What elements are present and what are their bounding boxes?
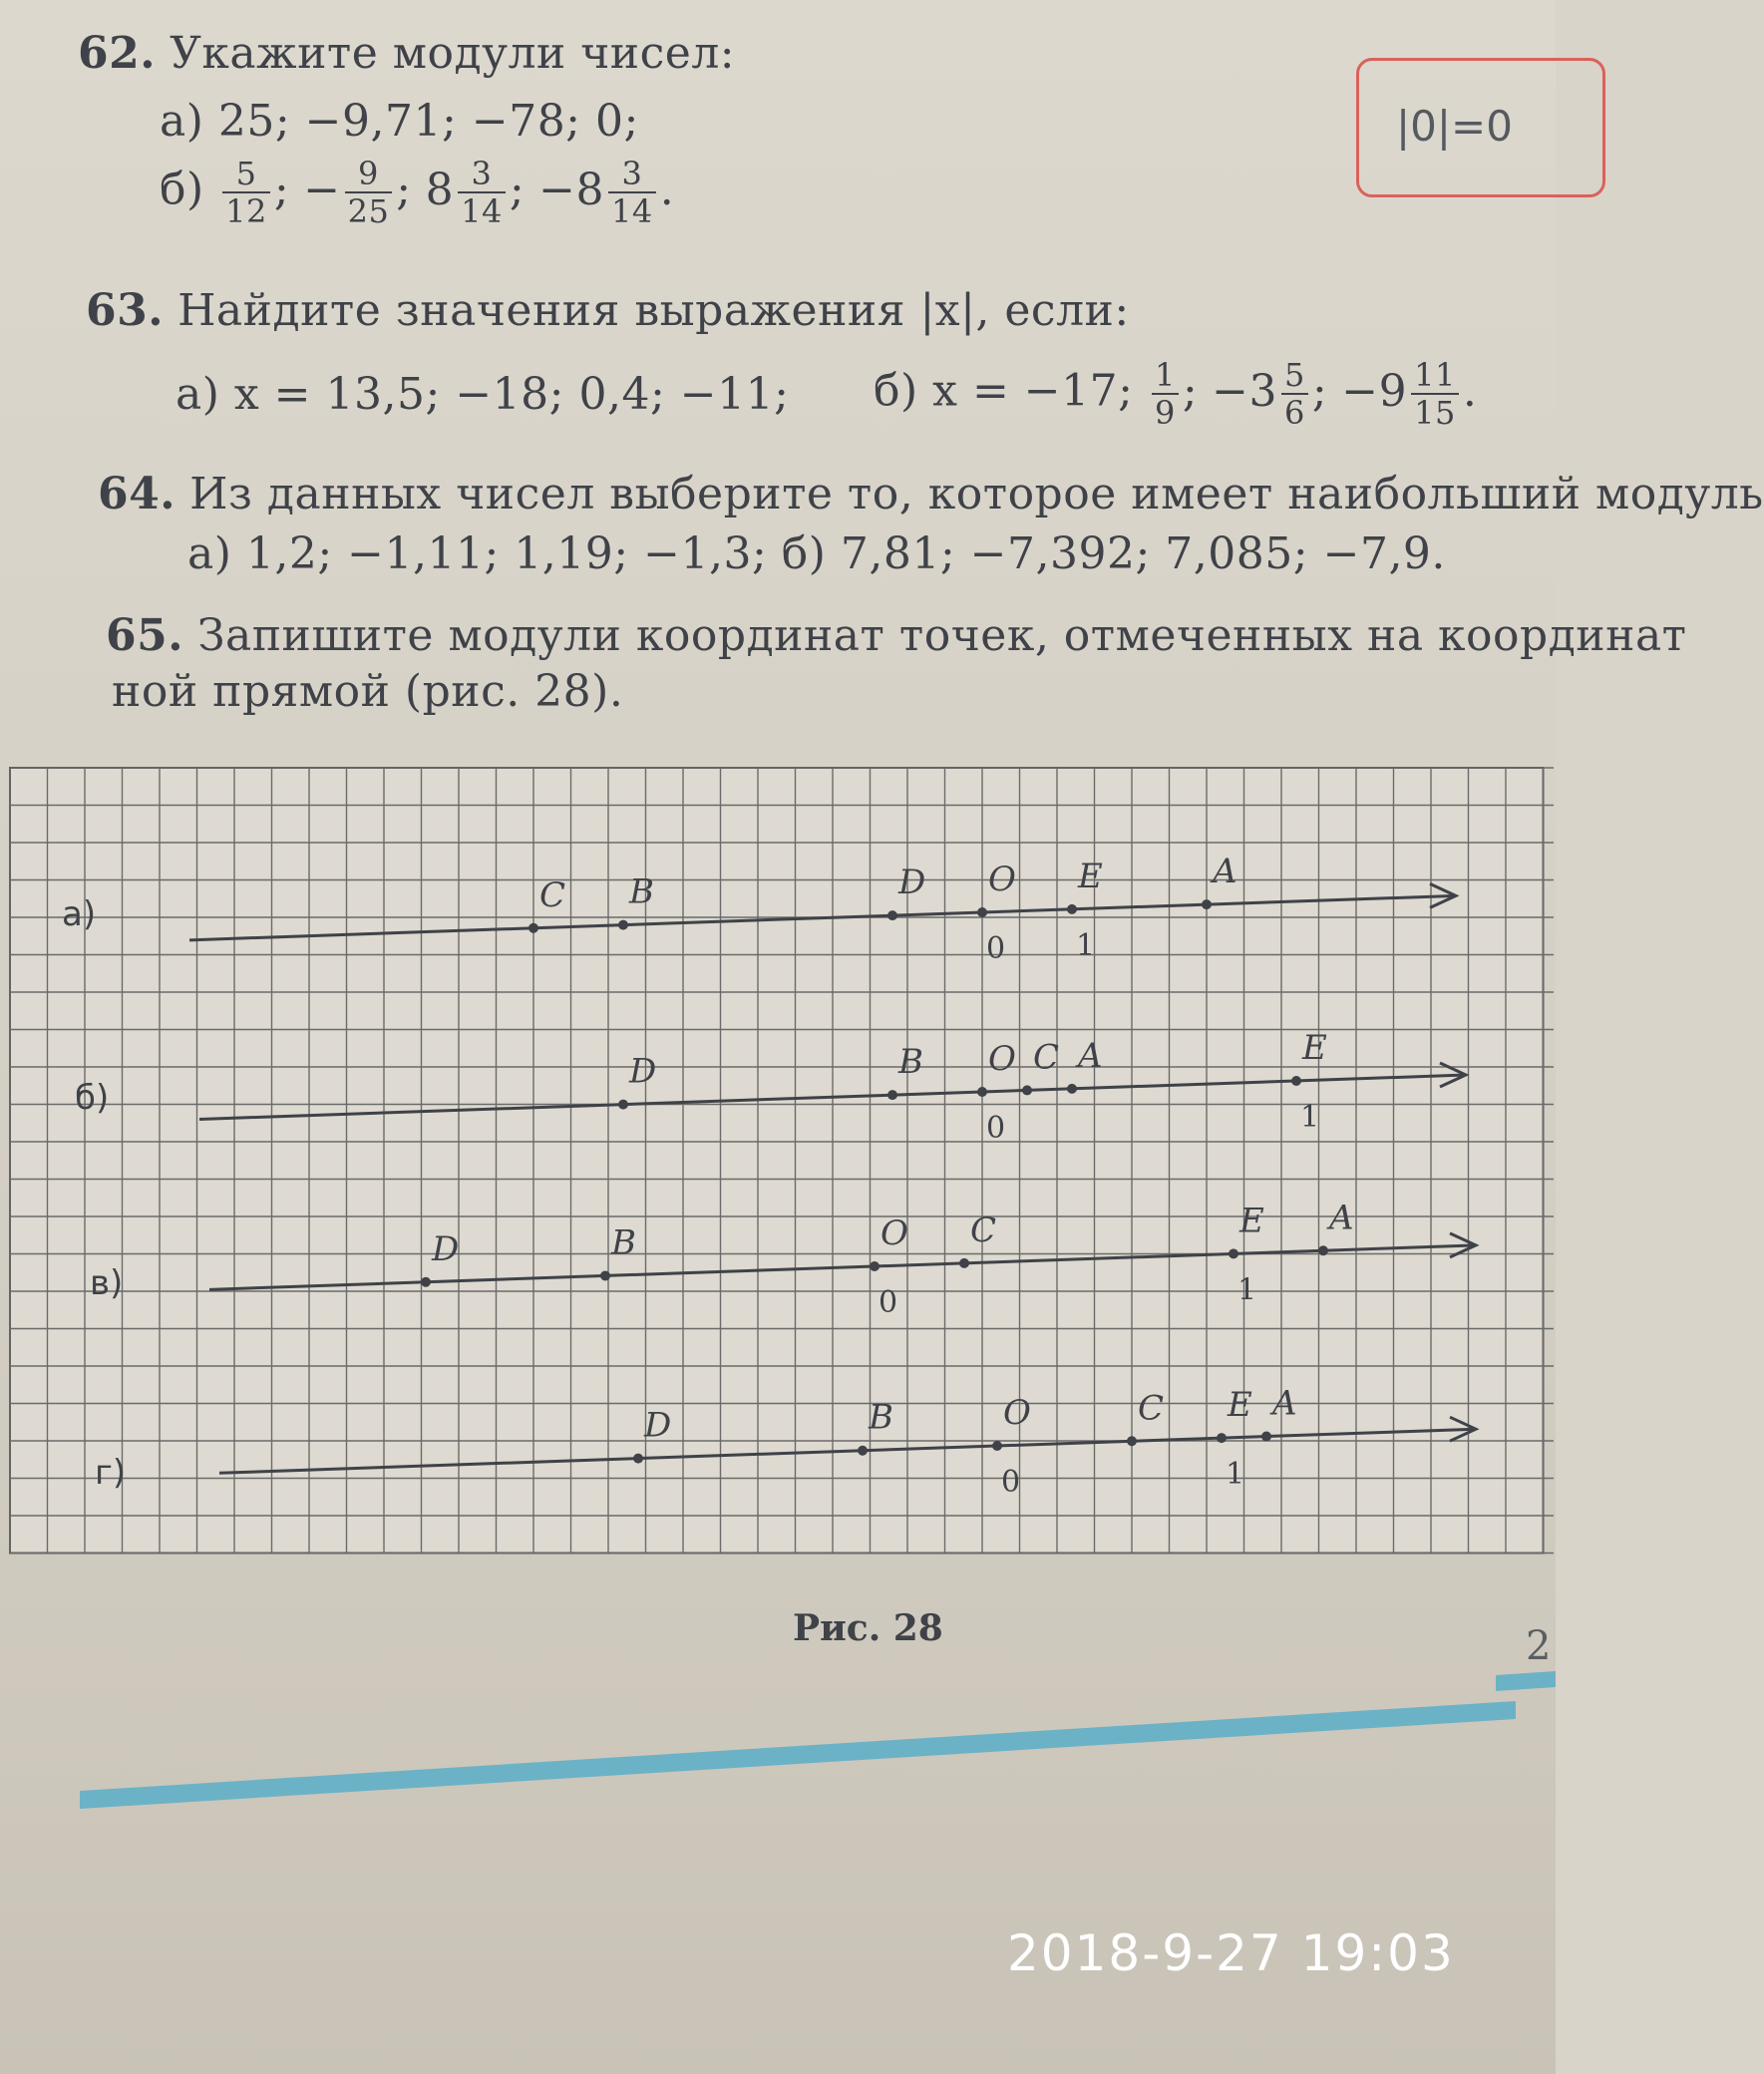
point-e — [1217, 1433, 1227, 1443]
point-a — [1202, 899, 1212, 909]
point-b — [887, 1090, 897, 1100]
fraction-item: − $\frac{9}{25}$ ; — [303, 155, 412, 230]
problem-title: Из данных чисел выберите то, которое имеет наибольший модуль — [189, 469, 1764, 519]
point-o — [992, 1441, 1002, 1451]
point-o — [977, 1087, 987, 1097]
point-a — [1067, 1084, 1077, 1094]
point-label-e: E — [1239, 1201, 1264, 1241]
one-label: 1 — [1300, 1099, 1320, 1135]
point-e — [1291, 1076, 1301, 1086]
part-prefix: б) x = −17; — [874, 365, 1148, 417]
point-b — [600, 1270, 610, 1280]
problem-title: Запишите модули координат точек, отмеченных на координат — [197, 610, 1687, 661]
part-prefix: б) — [160, 164, 219, 215]
decorative-stripe — [0, 1615, 1556, 1855]
point-c — [959, 1258, 969, 1268]
one-label: 1 — [1237, 1272, 1257, 1308]
point-a — [1318, 1245, 1328, 1255]
point-label-c: C — [970, 1210, 997, 1250]
point-label-a: A — [1272, 1383, 1297, 1424]
figure-28 — [0, 758, 1556, 1615]
point-label-o: O — [881, 1213, 908, 1253]
point-label-d: D — [629, 1051, 657, 1092]
point-c — [529, 923, 538, 933]
fraction: $\frac{1}{9}$ — [1152, 357, 1179, 431]
problem-64-heading — [98, 469, 1764, 519]
point-label-e: E — [1302, 1027, 1327, 1068]
point-label-d: D — [898, 863, 926, 903]
fraction-item: $\frac{1}{9}$ ; — [1148, 366, 1198, 417]
problem-number: 63. — [86, 285, 165, 336]
point-label-e: E — [1228, 1385, 1252, 1426]
problem-64-parts: а) 1,2; −1,11; 1,19; −1,3; б) 7,81; −7,392; 7,085; −7,9. — [187, 528, 1446, 579]
point-label-b: B — [898, 1042, 923, 1083]
point-d — [618, 1100, 628, 1110]
problem-title: Укажите модули чисел: — [170, 28, 736, 79]
point-label-a: A — [1329, 1198, 1354, 1238]
point-label-c: C — [539, 874, 566, 915]
one-label: 1 — [1076, 927, 1096, 963]
photo-timestamp: 2018-9-27 19:03 — [1007, 1924, 1455, 1982]
fraction-item: $\frac{5}{12}$ ; — [218, 165, 289, 215]
page-number: 2 — [1526, 1623, 1552, 1669]
one-label: 1 — [1226, 1457, 1245, 1493]
point-label-o: O — [988, 1039, 1016, 1079]
point-label-d: D — [432, 1228, 460, 1269]
fraction: $\frac{9}{25}$ — [345, 156, 393, 229]
point-b — [618, 920, 628, 930]
point-label-b: B — [629, 871, 654, 912]
fraction: $\frac{5}{12}$ — [222, 156, 270, 229]
point-e — [1229, 1248, 1238, 1258]
problem-62-part-a: а) 25; −9,71; −78; 0; — [160, 96, 639, 147]
point-b — [858, 1446, 868, 1456]
problem-63-part-b — [874, 357, 1491, 431]
problem-65-heading — [106, 610, 1687, 661]
problem-63-part-a: а) x = 13,5; −18; 0,4; −11; — [176, 369, 790, 420]
zero-label: 0 — [1001, 1465, 1021, 1500]
figure-caption: Рис. 28 — [793, 1607, 943, 1649]
fraction: $\frac{11}{15}$ — [1411, 357, 1459, 431]
fraction: $\frac{5}{6}$ — [1281, 357, 1308, 431]
point-label-b: B — [611, 1222, 636, 1263]
zero-label: 0 — [986, 1111, 1006, 1146]
problem-number: 65. — [106, 610, 184, 661]
line-label: а) — [62, 894, 97, 934]
problem-number: 62. — [78, 28, 157, 79]
line-label: г) — [95, 1453, 127, 1493]
point-label-c: C — [1138, 1388, 1165, 1429]
point-label-d: D — [644, 1405, 672, 1446]
fraction-item: 8 $\frac{3}{14}$ ; — [425, 155, 526, 230]
point-o — [870, 1261, 880, 1271]
line-label: в) — [90, 1263, 124, 1303]
problem-62-heading — [78, 28, 735, 79]
point-d — [421, 1277, 431, 1287]
point-label-c: C — [1033, 1037, 1060, 1078]
point-label-o: O — [988, 860, 1016, 899]
point-label-b: B — [869, 1397, 893, 1438]
problem-title: Найдите значения выражения |x|, если: — [177, 285, 1130, 336]
fraction-item: −8 $\frac{3}{14}$ . — [538, 155, 675, 230]
point-label-o: O — [1003, 1393, 1031, 1433]
fraction: $\frac{3}{14}$ — [458, 156, 506, 229]
point-o — [977, 907, 987, 917]
rule-text: |0|=0 — [1396, 102, 1513, 151]
line-label: б) — [75, 1078, 110, 1118]
problem-62-part-b — [160, 156, 688, 229]
problem-63-heading — [86, 285, 1130, 336]
fraction: $\frac{3}{14}$ — [608, 156, 656, 229]
point-d — [633, 1454, 643, 1464]
zero-label: 0 — [879, 1285, 898, 1320]
point-c — [1127, 1436, 1137, 1446]
fraction-item: −3 $\frac{5}{6}$ ; — [1212, 356, 1328, 432]
fraction-item: −9 $\frac{11}{15}$ . — [1341, 356, 1478, 432]
point-label-a: A — [1078, 1035, 1103, 1076]
zero-label: 0 — [986, 931, 1006, 966]
point-label-a: A — [1213, 852, 1237, 892]
point-label-e: E — [1078, 856, 1103, 896]
point-a — [1261, 1432, 1271, 1442]
point-c — [1022, 1085, 1032, 1095]
point-e — [1067, 904, 1077, 914]
point-d — [887, 910, 897, 920]
problem-65-title-cont: ной прямой (рис. 28). — [112, 666, 624, 717]
problem-number: 64. — [98, 469, 176, 519]
